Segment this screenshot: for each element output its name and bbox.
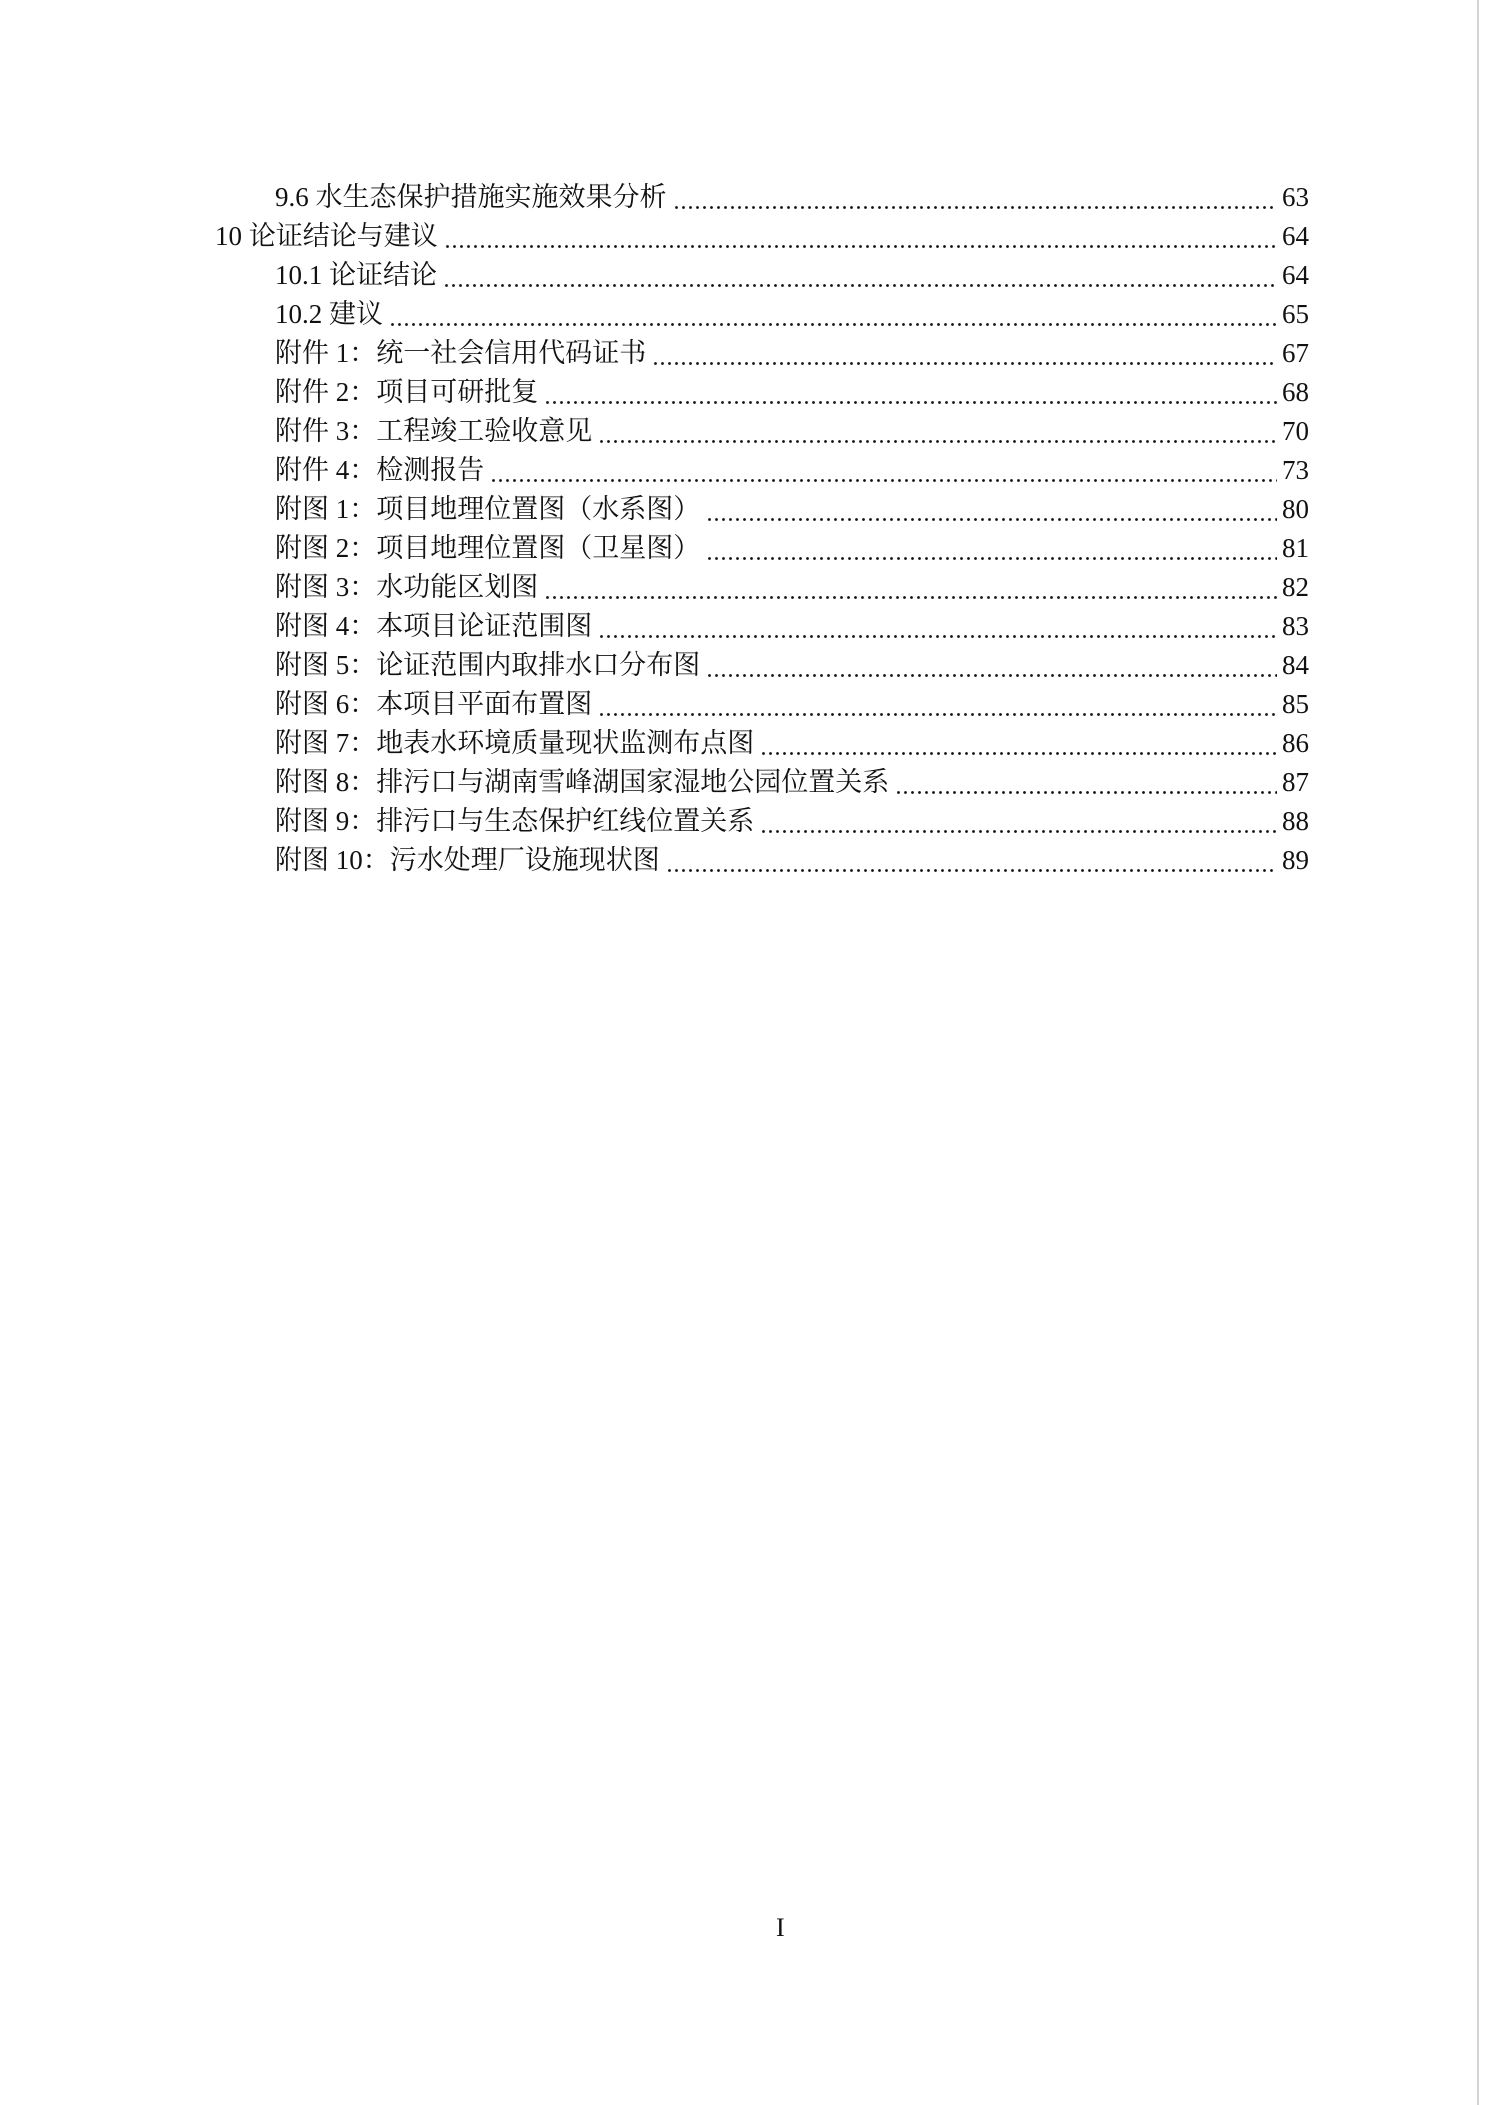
toc-entry-title: 10.1 论证结论 — [275, 260, 437, 290]
toc-leader — [706, 529, 1277, 568]
toc-entry-title: 附图 8：排污口与湖南雪峰湖国家湿地公园位置关系 — [275, 767, 890, 797]
toc-entry — [0, 256, 1309, 295]
toc-entry-page: 84 — [1282, 650, 1309, 680]
toc-entry — [0, 412, 1309, 451]
toc-leader — [598, 685, 1277, 724]
toc-entry-page: 65 — [1282, 299, 1309, 329]
toc-entry — [0, 529, 1309, 568]
toc-leader — [760, 724, 1277, 763]
toc-entry — [0, 568, 1309, 607]
toc-entry-page: 81 — [1282, 533, 1309, 563]
toc-entry-page: 86 — [1282, 728, 1309, 758]
toc-entry — [0, 646, 1309, 685]
toc-entry-title: 9.6 水生态保护措施实施效果分析 — [275, 182, 667, 212]
toc-entry-page: 80 — [1282, 494, 1309, 524]
toc-entry — [0, 373, 1309, 412]
toc-entry-page: 64 — [1282, 260, 1309, 290]
toc-leader — [706, 490, 1277, 529]
toc-entry — [0, 217, 1309, 256]
footer-page-number: I — [776, 1913, 785, 1942]
toc-entry — [0, 802, 1309, 841]
toc-entry — [0, 685, 1309, 724]
toc-leader — [544, 373, 1277, 412]
toc-entry — [0, 295, 1309, 334]
toc-leader — [490, 451, 1277, 490]
toc-entry-title: 附图 10：污水处理厂设施现状图 — [275, 845, 660, 875]
toc-entry-page: 87 — [1282, 767, 1309, 797]
toc-entry — [0, 178, 1309, 217]
toc-entry — [0, 334, 1309, 373]
page-edge — [1477, 0, 1479, 2105]
toc-entry-page: 73 — [1282, 455, 1309, 485]
toc-entry — [0, 724, 1309, 763]
toc-entry-title: 附图 5：论证范围内取排水口分布图 — [275, 650, 701, 680]
toc-leader — [652, 334, 1277, 373]
toc-leader — [598, 412, 1277, 451]
toc-entry — [0, 490, 1309, 529]
toc-leader — [673, 178, 1278, 217]
toc-leader — [666, 841, 1277, 880]
toc-entry-title: 附件 1：统一社会信用代码证书 — [275, 338, 647, 368]
toc-entry-page: 67 — [1282, 338, 1309, 368]
toc-entry-page: 63 — [1282, 182, 1309, 212]
toc-entry-page: 85 — [1282, 689, 1309, 719]
toc-entry-page: 89 — [1282, 845, 1309, 875]
toc-leader — [389, 295, 1277, 334]
table-of-contents — [0, 178, 1309, 880]
toc-entry-title: 附图 9：排污口与生态保护红线位置关系 — [275, 806, 755, 836]
toc-leader — [544, 568, 1277, 607]
toc-entry-title: 10.2 建议 — [275, 299, 383, 329]
toc-entry — [0, 607, 1309, 646]
toc-entry-page: 83 — [1282, 611, 1309, 641]
toc-entry-page: 82 — [1282, 572, 1309, 602]
toc-entry-title: 附图 4：本项目论证范围图 — [275, 611, 593, 641]
toc-leader — [760, 802, 1277, 841]
toc-entry — [0, 451, 1309, 490]
toc-entry-page: 64 — [1282, 221, 1309, 251]
toc-entry-page: 88 — [1282, 806, 1309, 836]
toc-leader — [443, 256, 1277, 295]
toc-leader — [444, 217, 1277, 256]
toc-entry-title: 附件 4：检测报告 — [275, 455, 485, 485]
toc-entry-title: 附图 1：项目地理位置图（水系图） — [275, 494, 701, 524]
toc-entry-page: 70 — [1282, 416, 1309, 446]
toc-entry-title: 附图 6：本项目平面布置图 — [275, 689, 593, 719]
toc-entry — [0, 763, 1309, 802]
toc-entry — [0, 841, 1309, 880]
toc-entry-title: 附图 7：地表水环境质量现状监测布点图 — [275, 728, 755, 758]
toc-leader — [598, 607, 1277, 646]
toc-entry-title: 附图 3：水功能区划图 — [275, 572, 539, 602]
toc-entry-page: 68 — [1282, 377, 1309, 407]
toc-entry-title: 附图 2：项目地理位置图（卫星图） — [275, 533, 701, 563]
toc-entry-title: 10 论证结论与建议 — [215, 221, 438, 251]
toc-entry-title: 附件 3：工程竣工验收意见 — [275, 416, 593, 446]
toc-entry-title: 附件 2：项目可研批复 — [275, 377, 539, 407]
toc-leader — [706, 646, 1277, 685]
toc-leader — [895, 763, 1277, 802]
